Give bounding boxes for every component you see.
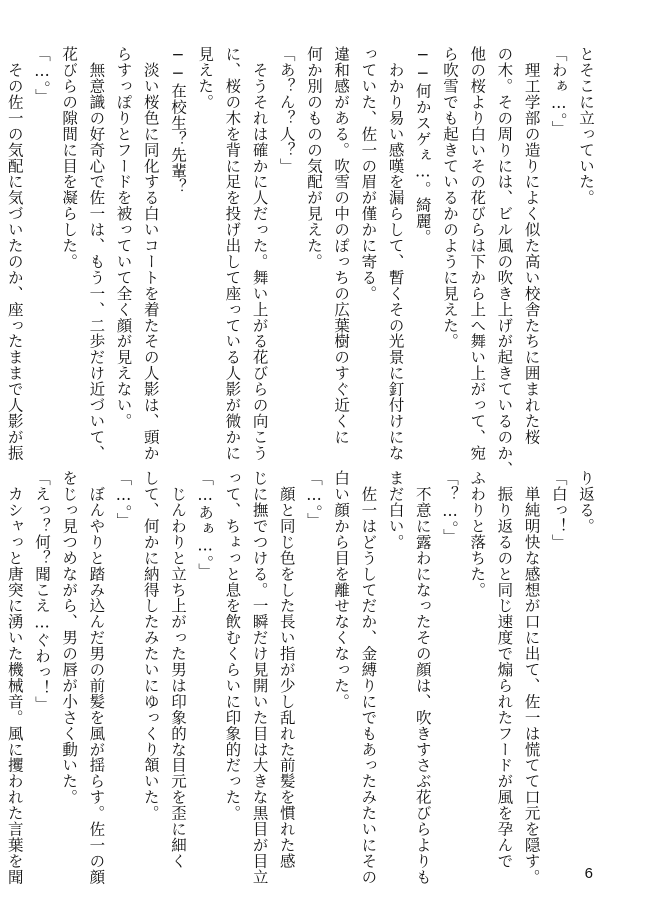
- text-line: の木。その周りには、ビル風の吹き上げが起きているのか、: [495, 46, 514, 477]
- text-line: ぼんやりと踏み込んだ男の前髪を風が揺らす。佐一の顔: [87, 470, 106, 885]
- bottom-text-block: [5, 470, 599, 885]
- text-line: に、桜の木を背に足を投げ出して座っている人影が微かに: [223, 46, 242, 461]
- text-line: ら吹雪でも起きているかのように見えた。: [440, 46, 459, 350]
- text-line: 見えた。: [196, 46, 215, 110]
- text-line: 「わぁ…。」: [549, 46, 568, 137]
- text-line: をじっ見つめながら、男の唇が小さく動いた。: [60, 470, 79, 805]
- text-line: 「えっ？何？聞こえ…ぐわっ！」: [32, 470, 51, 712]
- text-line: 淡い桜色に同化する白いコートを着たその人影は、頭か: [141, 46, 160, 461]
- text-line: 白い顔から目を離せなくなった。: [332, 470, 351, 710]
- text-line: カシャっと唐突に湧いた機械音。風に攫われた言葉を聞: [5, 470, 24, 885]
- text-line: 佐一はどうしてだか、金縛りにでもあったみたいにその: [359, 470, 378, 885]
- text-line: ふわりと落ちた。: [468, 470, 487, 598]
- top-text-block: [5, 46, 599, 477]
- text-line: 顔と同じ色をした長い指が少し乱れた前髪を慣れた感: [277, 470, 296, 869]
- page-number: 6: [584, 865, 593, 882]
- text-line: じに撫でつける。一瞬だけ見開いた目は大きな黒目が目立: [250, 470, 269, 885]
- text-line: まだ白い。: [386, 470, 405, 550]
- text-line: 「？…。」: [440, 470, 459, 545]
- text-line: その佐一の気配に気づいたのか、座ったままで人影が振: [5, 46, 24, 461]
- text-line: 違和感がある。吹雪の中のぽっちの広葉樹のすぐ近くに: [332, 46, 351, 445]
- text-line: わかり易い感嘆を漏らして、暫くその光景に釘付けにな: [386, 46, 405, 461]
- text-line: ──何かスゲぇ…。綺麗。: [413, 46, 432, 245]
- text-line: とそこに立っていた。: [577, 46, 595, 206]
- text-line: 「白っ！」: [549, 470, 568, 550]
- text-line: ──在校生？先輩？: [168, 46, 187, 195]
- text-line: 振り返るのと同じ速度で煽られたフードが風を孕んで: [495, 470, 514, 869]
- text-line: 「…。」: [32, 46, 51, 105]
- text-line: そうそれは確かに人だった。舞い上がる花びらの向こう: [250, 46, 269, 461]
- text-line: じんわりと立ち上がった男は印象的な目元を歪に細く: [168, 470, 187, 869]
- text-line: って、ちょっと息を飲むくらいに印象的だった。: [223, 470, 242, 821]
- text-line: 他の桜より白いその花びらは下から上へ舞い上がって、宛: [468, 46, 487, 461]
- text-line: 花びらの隙間に目を凝らした。: [60, 46, 79, 270]
- text-line: して、何かに納得したみたいにゆっくり頷いた。: [141, 470, 160, 821]
- text-line: 何か別のものの気配が見えた。: [304, 46, 323, 270]
- text-line: 「…。」: [114, 470, 133, 529]
- text-line: 「…。」: [304, 470, 323, 529]
- text-line: 不意に露わになったその顔は、吹きすさぶ花びらよりも: [413, 470, 432, 885]
- text-line: 無意識の好奇心で佐一は、もう一、二歩だけ近づいて、: [87, 46, 106, 461]
- text-line: 「…あぁ…。」: [196, 470, 215, 579]
- text-line: り返る。: [577, 470, 595, 534]
- text-line: らすっぽりとフードを被っていて全く顔が見えない。: [114, 46, 133, 429]
- text-line: 「あ？ん？人？」: [277, 46, 296, 174]
- text-line: 単純明快な感想が口に出て、佐一は慌てて口元を隠す。: [522, 470, 541, 885]
- text-line: 理工学部の造りによく似た高い校舎たちに囲まれた桜: [522, 46, 541, 445]
- text-line: っていた、佐一の眉が僅かに寄る。: [359, 46, 378, 302]
